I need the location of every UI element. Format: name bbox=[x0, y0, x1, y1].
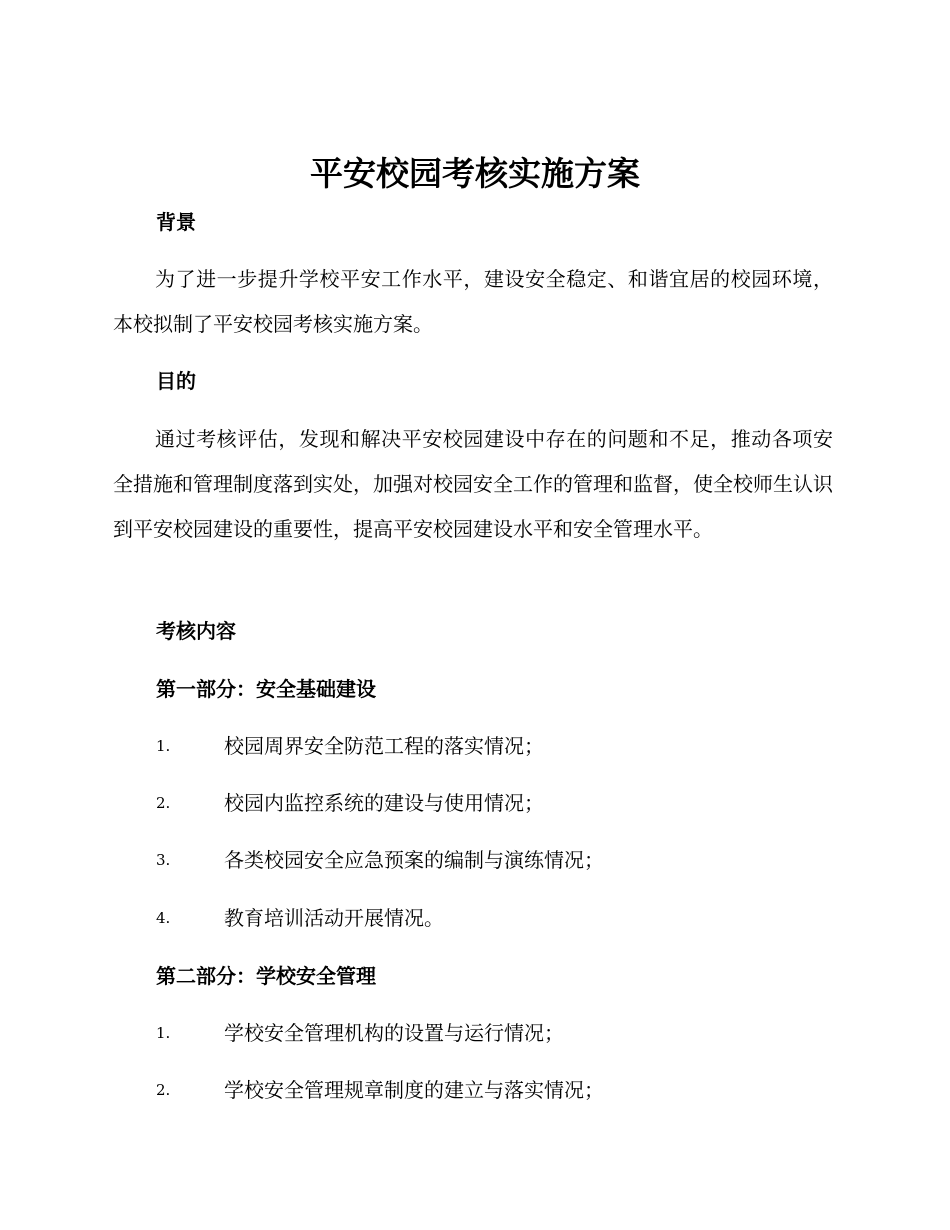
purpose-paragraph: 通过考核评估，发现和解决平安校园建设中存在的问题和不足，推动各项安全措施和管理制度落到实处，加强对校园安全工作的管理和监督，使全校师生认识到平安校园建设的重要性，提高平安校园建设水平和安全管理水平。 bbox=[113, 427, 833, 541]
list-item-text: 校园周界安全防范工程的落实情况； bbox=[224, 734, 544, 758]
list-item-text: 校园内监控系统的建设与使用情况； bbox=[224, 791, 544, 815]
list-item-text: 学校安全管理机构的设置与运行情况； bbox=[224, 1021, 564, 1045]
list-item-number: 2. bbox=[156, 794, 171, 812]
list-item-text: 各类校园安全应急预案的编制与演练情况； bbox=[224, 848, 604, 872]
section-heading-purpose: 目的 bbox=[156, 369, 196, 393]
part2-heading: 第二部分：学校安全管理 bbox=[156, 964, 376, 988]
part1-heading: 第一部分：安全基础建设 bbox=[156, 677, 376, 701]
background-paragraph: 为了进一步提升学校平安工作水平，建设安全稳定、和谐宜居的校园环境，本校拟制了平安校园考核实施方案。 bbox=[113, 267, 833, 336]
list-item-number: 2. bbox=[156, 1081, 171, 1099]
list-item-number: 1. bbox=[156, 737, 171, 755]
section-heading-content: 考核内容 bbox=[156, 619, 236, 643]
document-title: 平安校园考核实施方案 bbox=[310, 154, 640, 193]
list-item-text: 教育培训活动开展情况。 bbox=[224, 906, 444, 930]
section-heading-background: 背景 bbox=[156, 210, 196, 234]
list-item-text: 学校安全管理规章制度的建立与落实情况； bbox=[224, 1078, 604, 1102]
list-item-number: 3. bbox=[156, 851, 171, 869]
list-item-number: 4. bbox=[156, 909, 171, 927]
list-item-number: 1. bbox=[156, 1024, 171, 1042]
